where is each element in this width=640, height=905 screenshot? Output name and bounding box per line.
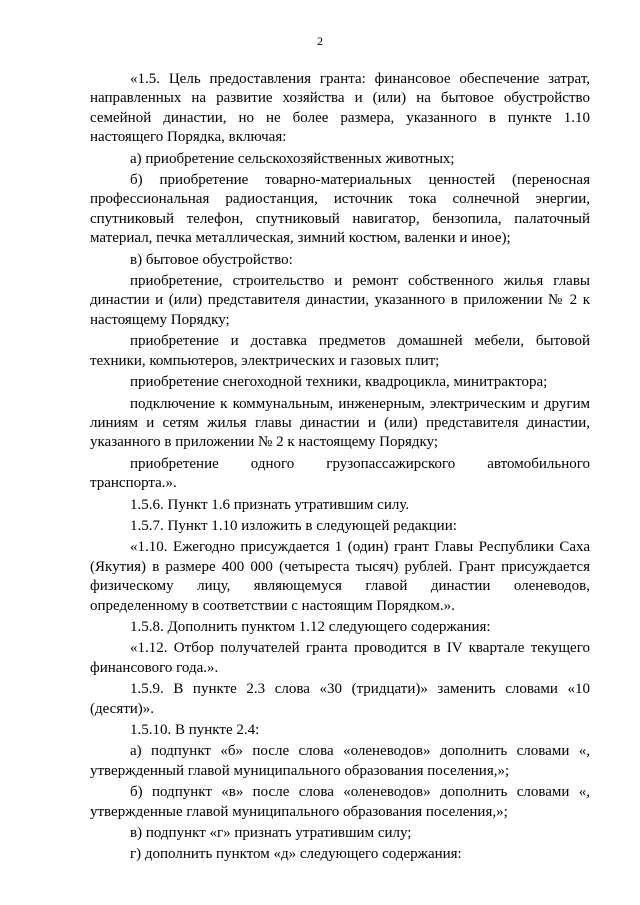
paragraph-item-v: в) бытовое обустройство: — [130, 251, 293, 268]
page-number: 2 — [317, 34, 323, 48]
document-body — [90, 70, 590, 865]
paragraph-2-4-v: в) подпункт «г» признать утратившим силу; — [130, 825, 412, 842]
paragraph-furniture: приобретение и доставка предметов домашней мебели, бытовой техники, компьютеров, электрических и газовых плит; — [90, 333, 590, 369]
paragraph-1-5-7: 1.5.7. Пункт 1.10 изложить в следующей редакции: — [130, 517, 457, 534]
paragraph-2-4-g: г) дополнить пунктом «д» следующего содержания: — [130, 846, 462, 863]
paragraph-1-5-10: 1.5.10. В пункте 2.4: — [130, 722, 260, 738]
paragraph-2-4-b: б) подпункт «в» после слова «оленеводов» дополнить словами «, утвержденные главой муниципального образования поселения,»; — [90, 784, 590, 820]
paragraph-transport: приобретение одного грузопассажирского автомобильного транспорта.». — [90, 455, 590, 492]
paragraph-1-5-goal: «1.5. Цель предоставления гранта: финансовое обеспечение затрат, направленных на развитие хозяйства и (или) на бытовое обустройство семейной династии, но не более размера, указанного в пункте 1.10 настоящего Порядка, включая: — [90, 71, 590, 146]
paragraph-1-5-8: 1.5.8. Дополнить пунктом 1.12 следующего содержания: — [130, 618, 491, 635]
paragraph-housing: приобретение, строительство и ремонт собственного жилья главы династии и (или) представителя династии, указанного в приложении № 2 к настоящему Порядку; — [90, 273, 590, 328]
paragraph-1-10-grant: «1.10. Ежегодно присуждается 1 (один) грант Главы Республики Саха (Якутия) в размере 400 000 (четыреста тысяч) рублей. Грант присуждается физическому лицу, являющемуся главой династии оленеводов, определенному в соответствии с настоящим Порядком.». — [90, 539, 590, 614]
paragraph-snowmobile: приобретение снегоходной техники, квадроцикла, минитрактора; — [130, 374, 548, 391]
paragraph-connection: подключение к коммунальным, инженерным, электрическим и другим линиям и сетям жилья главы династии и (или) представителя династии, указанного в приложении № 2 к настоящему Порядку; — [90, 395, 590, 451]
paragraph-1-5-6: 1.5.6. Пункт 1.6 признать утратившим силу. — [130, 496, 410, 513]
paragraph-1-12-selection: «1.12. Отбор получателей гранта проводится в IV квартале текущего финансового года.». — [90, 640, 590, 676]
paragraph-2-4-a: а) подпункт «б» после слова «оленеводов» дополнить словами «, утвержденный главой муниципального образования поселения,»; — [90, 743, 590, 779]
paragraph-1-5-9: 1.5.9. В пункте 2.3 слова «30 (тридцати)» заменить словами «10 (десяти)». — [90, 681, 590, 717]
paragraph-item-b: б) приобретение товарно-материальных ценностей (переносная профессиональная радиостанция, источник тока солнечной энергии, спутниковый телефон, спутниковый навигатор, бензопила, палаточный материал, печка металлическая, зимний костюм, валенки и иное); — [90, 172, 590, 247]
paragraph-item-a: а) приобретение сельскохозяйственных животных; — [130, 150, 455, 167]
